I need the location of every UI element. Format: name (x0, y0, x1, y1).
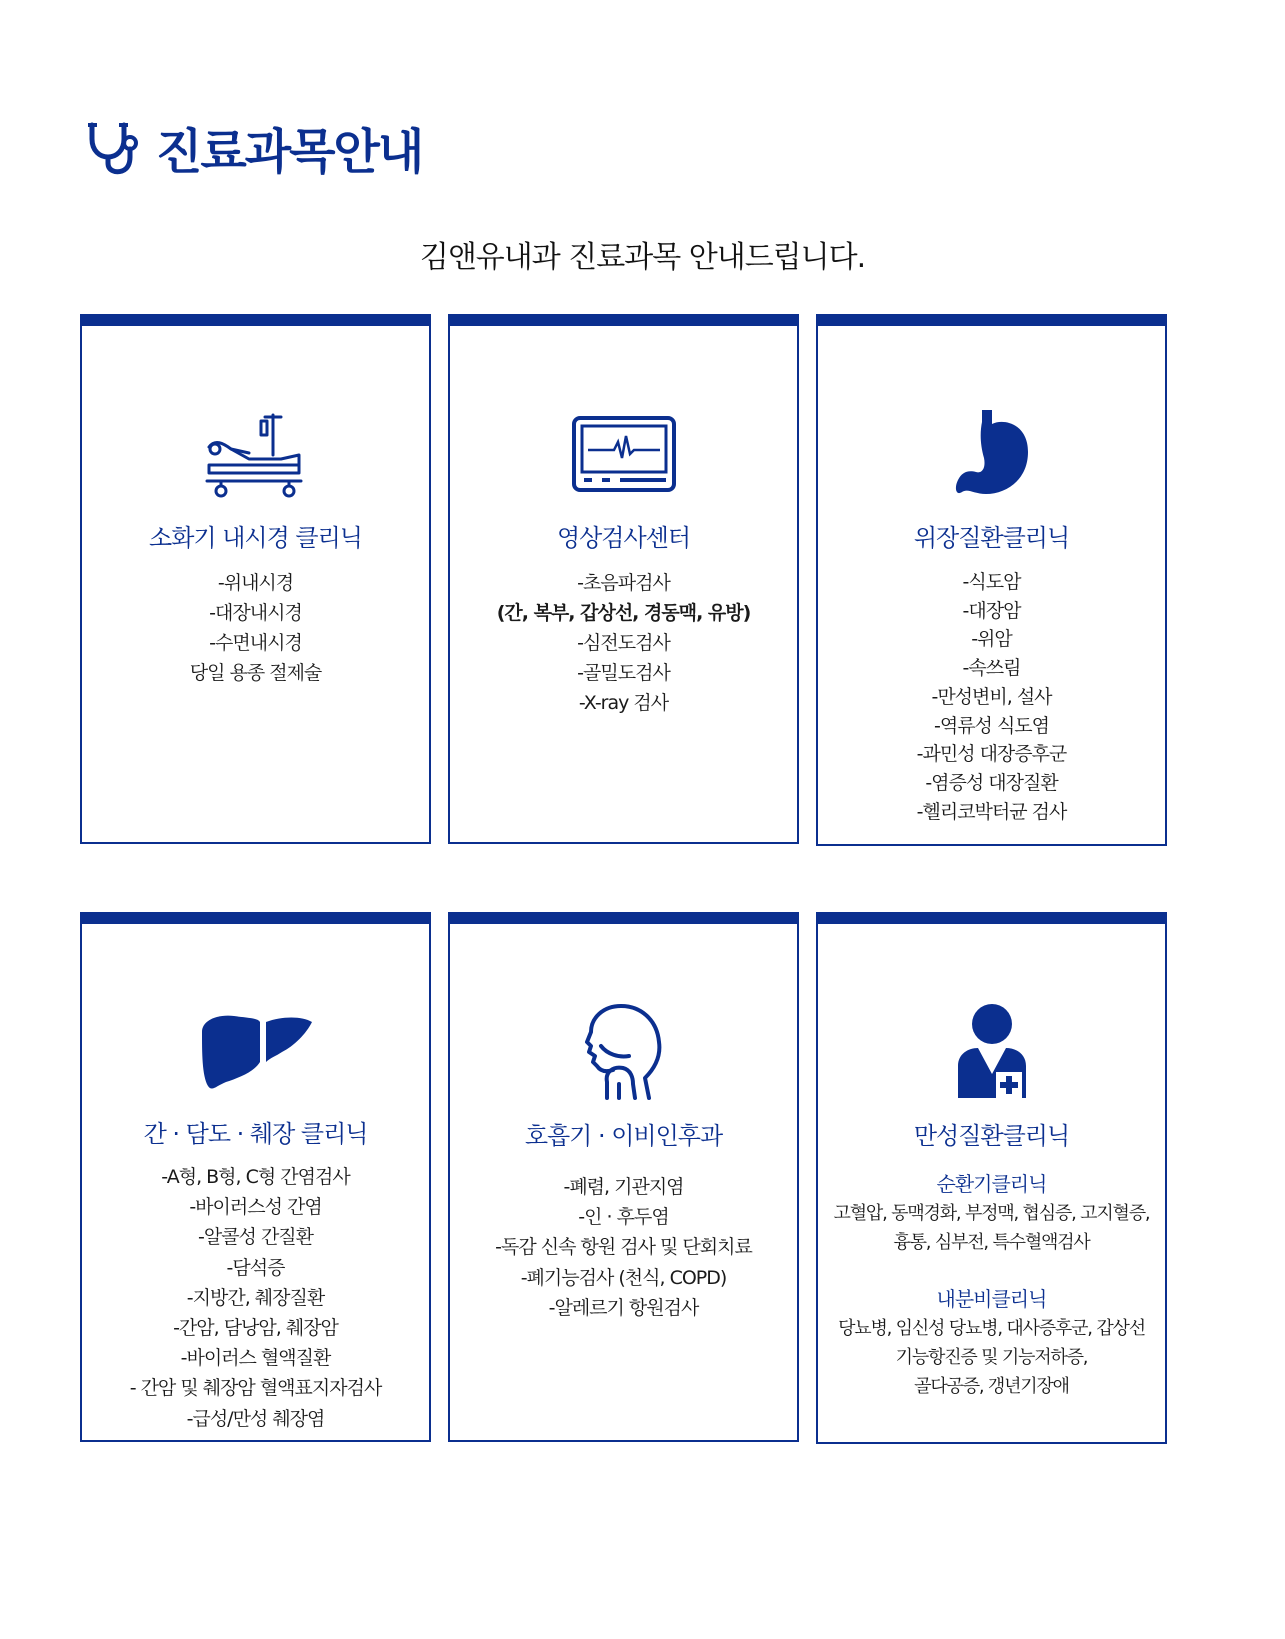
list-item: -인 · 후두염 (578, 1206, 669, 1229)
list-item: -역류성 식도염 (933, 714, 1050, 737)
liver-icon (82, 1002, 429, 1102)
section-spacer (818, 1257, 1165, 1285)
throat-icon (450, 1002, 797, 1102)
list-item: -폐기능검사 (천식, COPD) (520, 1266, 727, 1289)
card-respiratory-ent (448, 912, 799, 1442)
doctor-icon (818, 1002, 1165, 1102)
card-liver-clinic (80, 912, 431, 1442)
list-item: -위내시경 (217, 572, 294, 594)
stethoscope-icon (84, 117, 144, 177)
list-item: -바이러스성 간염 (189, 1196, 322, 1219)
list-item: -헬리코박터균 검사 (916, 800, 1067, 823)
list-item: -식도암 (962, 571, 1021, 593)
list-item: -만성변비, 설사 (931, 685, 1052, 708)
list-item: -위암 (971, 628, 1012, 651)
list-item: -알콜성 간질환 (197, 1226, 314, 1249)
monitor-ecg-icon (450, 404, 797, 504)
list-item: -초음파검사 (577, 572, 670, 594)
list-item: -바이러스 혈액질환 (180, 1347, 331, 1370)
list-item: - 간암 및 췌장암 혈액표지자검사 (129, 1377, 382, 1400)
card-sections (818, 1170, 1165, 1401)
page-title: 진료과목안내 (156, 123, 423, 180)
card-items (450, 1172, 797, 1323)
card-items (818, 568, 1165, 826)
list-item: -담석증 (226, 1256, 285, 1279)
page-subtitle: 김앤유내과 진료과목 안내드립니다. (419, 240, 866, 275)
card-title: 소화기 내시경 클리닉 (149, 524, 362, 552)
section-line: 고혈압, 동맥경화, 부정맥, 협심증, 고지혈증, (833, 1203, 1150, 1224)
card-title: 만성질환클리닉 (913, 1122, 1070, 1150)
card-title: 영상검사센터 (556, 524, 691, 552)
card-items (450, 568, 797, 718)
stomach-icon (818, 404, 1165, 504)
card-endoscopy-clinic (80, 314, 431, 844)
list-item: -대장암 (962, 599, 1021, 622)
section-title: 순환기클리닉 (936, 1172, 1047, 1196)
card-title: 간 · 담도 · 췌장 클리닉 (143, 1120, 368, 1148)
card-chronic-clinic (816, 912, 1167, 1444)
section-line: 당뇨병, 임신성 당뇨병, 대사증후군, 갑상선 (838, 1318, 1145, 1339)
card-items (82, 1162, 429, 1434)
card-title: 위장질환클리닉 (913, 524, 1070, 552)
list-item: -A형, B형, C형 간염검사 (161, 1166, 350, 1188)
list-item: -알레르기 항원검사 (548, 1296, 699, 1319)
list-item: -지방간, 췌장질환 (186, 1286, 325, 1309)
list-item: -수면내시경 (209, 632, 302, 654)
list-item: -간암, 담낭암, 췌장암 (173, 1317, 338, 1340)
list-item: -과민성 대장증후군 (916, 743, 1067, 766)
list-item: -급성/만성 췌장염 (186, 1407, 325, 1430)
list-item: -속쓰림 (962, 657, 1021, 680)
list-item: (간, 복부, 갑상선, 경동맥, 유방) (496, 602, 751, 624)
card-gastro-clinic (816, 314, 1167, 846)
card-items (82, 568, 429, 688)
list-item: -골밀도검사 (577, 662, 670, 684)
section-line: 기능항진증 및 기능저하증, (895, 1347, 1088, 1368)
section-title: 내분비클리닉 (936, 1287, 1047, 1311)
section-line: 흉통, 심부전, 특수혈액검사 (893, 1232, 1090, 1253)
list-item: -대장내시경 (209, 602, 302, 624)
list-item: -X-ray 검사 (578, 692, 669, 714)
hospital-bed-icon (82, 404, 429, 504)
section-line: 골다공증, 갱년기장애 (914, 1376, 1069, 1397)
list-item: -독감 신속 항원 검사 및 단회치료 (495, 1236, 752, 1259)
page-header (84, 114, 422, 180)
list-item: -염증성 대장질환 (925, 771, 1058, 794)
list-item: -심전도검사 (577, 632, 670, 654)
card-imaging-center (448, 314, 799, 844)
list-item: 당일 용종 절제술 (189, 662, 322, 684)
list-item: -폐렴, 기관지염 (563, 1176, 684, 1198)
card-title: 호흡기 · 이비인후과 (524, 1122, 723, 1150)
